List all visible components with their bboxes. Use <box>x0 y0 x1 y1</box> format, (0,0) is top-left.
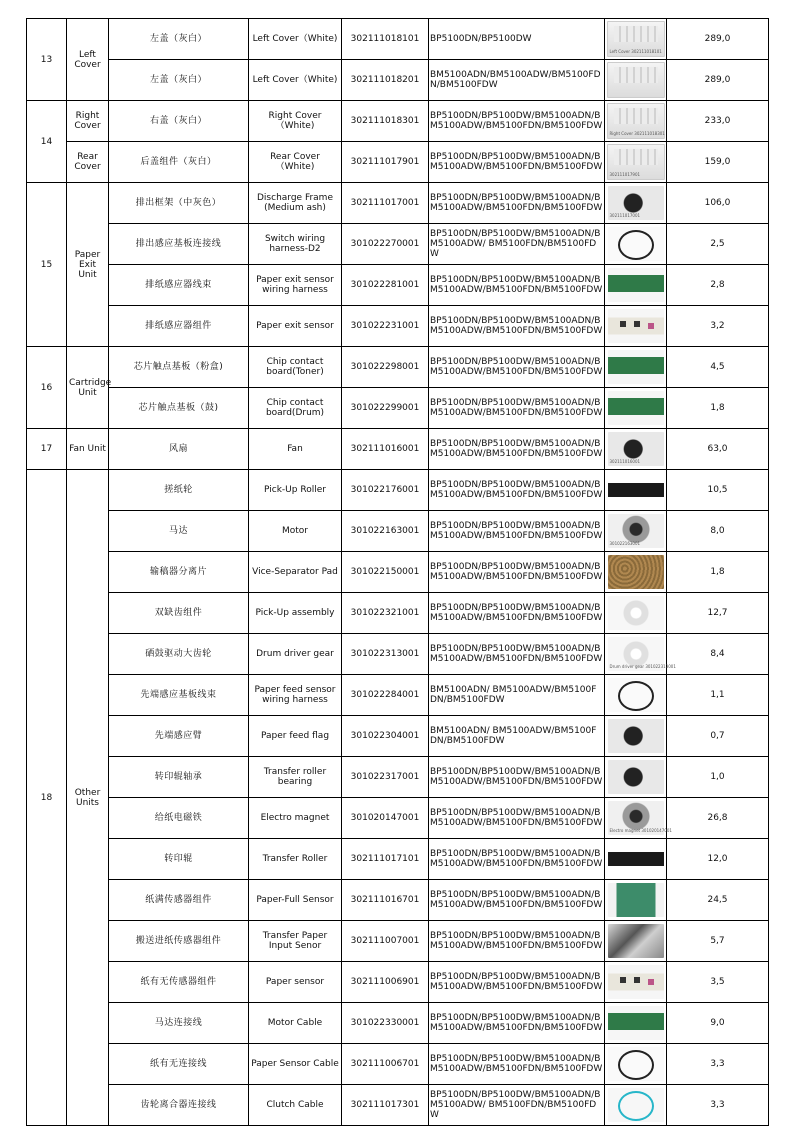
table-row <box>27 429 769 470</box>
part-photo-image <box>608 924 664 958</box>
part-number: 301022150001 <box>342 552 429 593</box>
part-name-english: Chip contact board(Toner) <box>249 347 342 388</box>
group-number: 17 <box>27 429 67 470</box>
part-photo <box>605 19 667 60</box>
part-photo <box>605 716 667 757</box>
group-number: 16 <box>27 347 67 429</box>
part-photo-image <box>608 227 664 261</box>
part-name-chinese: 左盖（灰白） <box>109 19 249 60</box>
unit-name: Right Cover <box>67 101 109 142</box>
unit-name: Cartridge Unit <box>67 347 109 429</box>
part-name-chinese: 纸有无传感器组件 <box>109 962 249 1003</box>
part-name-chinese: 排纸感应器组件 <box>109 306 249 347</box>
table-row <box>27 142 769 183</box>
table-row <box>27 470 769 511</box>
part-name-english: Clutch Cable <box>249 1085 342 1126</box>
table-row <box>27 183 769 224</box>
unit-name: Paper Exit Unit <box>67 183 109 347</box>
part-photo-image <box>608 1047 664 1081</box>
part-photo-image <box>608 186 664 220</box>
price: 1,0 <box>667 757 769 798</box>
photo-caption: 301022163001 <box>609 541 641 546</box>
compatible-models: BP5100DN/BP5100DW/BM5100ADN/BM5100ADW/BM5100FDN/BM5100FDW <box>429 634 605 675</box>
unit-name: Other Units <box>67 470 109 1126</box>
part-photo <box>605 306 667 347</box>
table-row <box>27 224 769 265</box>
price: 8,4 <box>667 634 769 675</box>
part-photo-image <box>608 719 664 753</box>
parts-table <box>26 18 769 1126</box>
part-name-english: Left Cover（White) <box>249 19 342 60</box>
part-photo-image <box>608 432 664 466</box>
part-photo <box>605 634 676 675</box>
unit-name: Rear Cover <box>67 142 109 183</box>
part-number: 302111006701 <box>342 1044 429 1085</box>
price: 3,3 <box>667 1044 769 1085</box>
part-photo-image <box>607 21 665 57</box>
part-name-chinese: 风扇 <box>109 429 249 470</box>
compatible-models: BM5100ADN/BM5100ADW/BM5100FDN/BM5100FDW <box>429 60 605 101</box>
compatible-models: BP5100DN/BP5100DW/BM5100ADN/BM5100ADW/BM5100FDN/BM5100FDW <box>429 265 605 306</box>
part-photo <box>605 593 667 634</box>
part-number: 301022321001 <box>342 593 429 634</box>
part-name-chinese: 转印辊 <box>109 839 249 880</box>
compatible-models: BP5100DN/BP5100DW/BM5100ADN/BM5100ADW/BM5100FDN/BM5100FDW <box>429 347 605 388</box>
part-name-english: Transfer roller bearing <box>249 757 342 798</box>
photo-caption: Electro magnet 301020147001 <box>609 828 672 833</box>
compatible-models: BP5100DN/BP5100DW/BM5100ADN/BM5100ADW/ BM5100FDN/BM5100FDW <box>429 1085 605 1126</box>
price: 4,5 <box>667 347 769 388</box>
part-number: 301022284001 <box>342 675 429 716</box>
part-name-english: Discharge Frame (Medium ash) <box>249 183 342 224</box>
part-number: 302111018101 <box>342 19 429 60</box>
part-photo-image <box>608 678 664 712</box>
table-row <box>27 265 769 306</box>
part-photo <box>605 798 672 839</box>
part-photo-image <box>608 391 664 425</box>
part-name-english: Transfer Roller <box>249 839 342 880</box>
price: 8,0 <box>667 511 769 552</box>
part-photo-image <box>608 309 664 343</box>
part-number: 301022317001 <box>342 757 429 798</box>
part-number: 302111017001 <box>342 183 429 224</box>
part-name-english: Vice-Separator Pad <box>249 552 342 593</box>
price: 289,0 <box>667 60 769 101</box>
part-name-english: Pick-Up Roller <box>249 470 342 511</box>
part-name-english: Fan <box>249 429 342 470</box>
table-row <box>27 19 769 60</box>
part-photo-image <box>608 1006 664 1040</box>
photo-caption: 302111017001 <box>609 213 641 218</box>
part-photo-image <box>608 637 676 671</box>
part-number: 301022176001 <box>342 470 429 511</box>
compatible-models: BM5100ADN/ BM5100ADW/BM5100FDN/BM5100FDW <box>429 675 605 716</box>
table-row <box>27 880 769 921</box>
part-name-chinese: 先端感应基板线束 <box>109 675 249 716</box>
part-name-chinese: 芯片触点基板（粉盒) <box>109 347 249 388</box>
compatible-models: BP5100DN/BP5100DW/BM5100ADN/BM5100ADW/BM5100FDN/BM5100FDW <box>429 552 605 593</box>
part-name-english: Rear Cover（White) <box>249 142 342 183</box>
part-name-chinese: 先端感应臂 <box>109 716 249 757</box>
table-row <box>27 634 769 675</box>
part-photo-image <box>608 1088 664 1122</box>
part-photo-image <box>607 62 665 98</box>
part-photo-image <box>608 268 664 302</box>
price: 26,8 <box>667 798 769 839</box>
table-row <box>27 388 769 429</box>
compatible-models: BP5100DN/BP5100DW/BM5100ADN/BM5100ADW/ BM5100FDN/BM5100FDW <box>429 224 605 265</box>
price: 0,7 <box>667 716 769 757</box>
table-row <box>27 757 769 798</box>
compatible-models: BP5100DN/BP5100DW/BM5100ADN/BM5100ADW/BM5100FDN/BM5100FDW <box>429 183 605 224</box>
part-photo <box>605 552 667 593</box>
price: 289,0 <box>667 19 769 60</box>
part-photo-image <box>608 555 664 589</box>
group-number: 15 <box>27 183 67 347</box>
price: 2,5 <box>667 224 769 265</box>
part-name-chinese: 齿轮离合器连接线 <box>109 1085 249 1126</box>
group-number: 13 <box>27 19 67 101</box>
part-number: 301022270001 <box>342 224 429 265</box>
price: 63,0 <box>667 429 769 470</box>
table-row <box>27 921 769 962</box>
price: 12,7 <box>667 593 769 634</box>
compatible-models: BP5100DN/BP5100DW/BM5100ADN/BM5100ADW/BM5100FDN/BM5100FDW <box>429 470 605 511</box>
part-photo-image <box>608 596 664 630</box>
table-row <box>27 716 769 757</box>
price: 106,0 <box>667 183 769 224</box>
price: 3,5 <box>667 962 769 1003</box>
part-number: 301022330001 <box>342 1003 429 1044</box>
part-photo <box>605 1085 667 1126</box>
photo-caption: 302111016001 <box>609 459 641 464</box>
part-photo-image <box>608 760 664 794</box>
unit-name: Left Cover <box>67 19 109 101</box>
part-number: 301020147001 <box>342 798 429 839</box>
part-number: 302111018201 <box>342 60 429 101</box>
compatible-models: BP5100DN/BP5100DW/BM5100ADN/BM5100ADW/BM5100FDN/BM5100FDW <box>429 388 605 429</box>
part-name-chinese: 排出感应基板连接线 <box>109 224 249 265</box>
part-photo-image <box>608 965 664 999</box>
table-row <box>27 60 769 101</box>
part-photo-image <box>608 514 664 548</box>
part-name-chinese: 硒鼓驱动大齿轮 <box>109 634 249 675</box>
table-row <box>27 552 769 593</box>
part-photo <box>605 429 667 470</box>
part-photo <box>605 757 667 798</box>
part-name-english: Right Cover（White) <box>249 101 342 142</box>
part-name-english: Left Cover（White) <box>249 60 342 101</box>
group-number: 18 <box>27 470 67 1126</box>
table-row <box>27 593 769 634</box>
part-photo <box>605 142 667 183</box>
table-row <box>27 511 769 552</box>
part-name-english: Electro magnet <box>249 798 342 839</box>
price: 1,8 <box>667 552 769 593</box>
table-row <box>27 1003 769 1044</box>
part-number: 302111016001 <box>342 429 429 470</box>
part-name-english: Paper exit sensor <box>249 306 342 347</box>
part-name-english: Switch wiring harness-D2 <box>249 224 342 265</box>
part-name-chinese: 芯片触点基板（鼓) <box>109 388 249 429</box>
photo-caption: Right Cover 302111018301 <box>609 131 665 136</box>
part-name-chinese: 搓纸轮 <box>109 470 249 511</box>
photo-caption: 302111017901 <box>609 172 641 177</box>
part-name-english: Paper feed flag <box>249 716 342 757</box>
compatible-models: BP5100DN/BP5100DW/BM5100ADN/BM5100ADW/BM5100FDN/BM5100FDW <box>429 511 605 552</box>
photo-caption: Drum driver gear 301022313001 <box>609 664 676 669</box>
part-name-chinese: 排出框架（中灰色） <box>109 183 249 224</box>
part-number: 302111017101 <box>342 839 429 880</box>
part-name-chinese: 排纸感应器线束 <box>109 265 249 306</box>
part-photo <box>605 388 667 429</box>
part-photo <box>605 839 667 880</box>
part-name-chinese: 右盖（灰白） <box>109 101 249 142</box>
part-photo <box>605 1003 667 1044</box>
part-number: 301022304001 <box>342 716 429 757</box>
part-photo <box>605 962 667 1003</box>
part-name-english: Paper sensor <box>249 962 342 1003</box>
photo-caption: Left Cover 302111018101 <box>609 49 662 54</box>
part-name-english: Paper feed sensor wiring harness <box>249 675 342 716</box>
part-photo-image <box>608 350 664 384</box>
part-photo <box>605 265 667 306</box>
part-photo-image <box>608 883 664 917</box>
part-name-english: Motor Cable <box>249 1003 342 1044</box>
part-name-english: Motor <box>249 511 342 552</box>
price: 1,8 <box>667 388 769 429</box>
table-row <box>27 347 769 388</box>
compatible-models: BP5100DN/BP5100DW/BM5100ADN/BM5100ADW/BM5100FDN/BM5100FDW <box>429 1003 605 1044</box>
compatible-models: BP5100DN/BP5100DW/BM5100ADN/BM5100ADW/BM5100FDN/BM5100FDW <box>429 142 605 183</box>
part-photo-image <box>608 801 672 835</box>
part-name-chinese: 马达 <box>109 511 249 552</box>
table-row <box>27 1085 769 1126</box>
part-name-english: Drum driver gear <box>249 634 342 675</box>
part-number: 302111006901 <box>342 962 429 1003</box>
part-photo <box>605 347 667 388</box>
table-row <box>27 839 769 880</box>
price: 3,2 <box>667 306 769 347</box>
part-number: 302111017901 <box>342 142 429 183</box>
part-name-chinese: 马达连接线 <box>109 1003 249 1044</box>
part-name-english: Chip contact board(Drum) <box>249 388 342 429</box>
part-name-english: Pick-Up assembly <box>249 593 342 634</box>
price: 233,0 <box>667 101 769 142</box>
parts-table-body <box>27 19 769 1126</box>
part-name-chinese: 纸有无连接线 <box>109 1044 249 1085</box>
compatible-models: BP5100DN/BP5100DW/BM5100ADN/BM5100ADW/BM5100FDN/BM5100FDW <box>429 1044 605 1085</box>
price: 12,0 <box>667 839 769 880</box>
compatible-models: BP5100DN/BP5100DW/BM5100ADN/BM5100ADW/BM5100FDN/BM5100FDW <box>429 429 605 470</box>
part-name-chinese: 左盖（灰白） <box>109 60 249 101</box>
price: 10,5 <box>667 470 769 511</box>
part-number: 301022299001 <box>342 388 429 429</box>
compatible-models: BP5100DN/BP5100DW/BM5100ADN/BM5100ADW/BM5100FDN/BM5100FDW <box>429 962 605 1003</box>
part-name-english: Paper exit sensor wiring harness <box>249 265 342 306</box>
compatible-models: BP5100DN/BP5100DW/BM5100ADN/BM5100ADW/BM5100FDN/BM5100FDW <box>429 839 605 880</box>
compatible-models: BP5100DN/BP5100DW/BM5100ADN/BM5100ADW/BM5100FDN/BM5100FDW <box>429 101 605 142</box>
part-photo <box>605 921 667 962</box>
part-number: 302111016701 <box>342 880 429 921</box>
price: 159,0 <box>667 142 769 183</box>
part-number: 301022298001 <box>342 347 429 388</box>
price: 1,1 <box>667 675 769 716</box>
part-photo-image <box>608 473 664 507</box>
part-photo <box>605 60 667 101</box>
part-name-english: Paper-Full Sensor <box>249 880 342 921</box>
part-name-chinese: 给纸电磁铁 <box>109 798 249 839</box>
compatible-models: BP5100DN/BP5100DW/BM5100ADN/BM5100ADW/BM5100FDN/BM5100FDW <box>429 921 605 962</box>
price: 2,8 <box>667 265 769 306</box>
compatible-models: BP5100DN/BP5100DW <box>429 19 605 60</box>
part-photo <box>605 101 667 142</box>
table-row <box>27 1044 769 1085</box>
part-photo <box>605 224 667 265</box>
part-number: 302111018301 <box>342 101 429 142</box>
part-name-english: Paper Sensor Cable <box>249 1044 342 1085</box>
compatible-models: BP5100DN/BP5100DW/BM5100ADN/BM5100ADW/BM5100FDN/BM5100FDW <box>429 306 605 347</box>
table-row <box>27 675 769 716</box>
part-photo <box>605 1044 667 1085</box>
compatible-models: BP5100DN/BP5100DW/BM5100ADN/BM5100ADW/BM5100FDN/BM5100FDW <box>429 880 605 921</box>
part-number: 301022163001 <box>342 511 429 552</box>
price: 3,3 <box>667 1085 769 1126</box>
table-row <box>27 101 769 142</box>
part-name-chinese: 后盖组件（灰白） <box>109 142 249 183</box>
part-photo-image <box>608 842 664 876</box>
part-number: 301022281001 <box>342 265 429 306</box>
unit-name: Fan Unit <box>67 429 109 470</box>
group-number: 14 <box>27 101 67 183</box>
part-number: 301022231001 <box>342 306 429 347</box>
part-name-english: Transfer Paper Input Senor <box>249 921 342 962</box>
table-row <box>27 962 769 1003</box>
part-photo <box>605 880 667 921</box>
part-name-chinese: 转印辊轴承 <box>109 757 249 798</box>
part-photo <box>605 183 667 224</box>
compatible-models: BP5100DN/BP5100DW/BM5100ADN/BM5100ADW/BM5100FDN/BM5100FDW <box>429 798 605 839</box>
price: 24,5 <box>667 880 769 921</box>
part-number: 301022313001 <box>342 634 429 675</box>
compatible-models: BP5100DN/BP5100DW/BM5100ADN/BM5100ADW/BM5100FDN/BM5100FDW <box>429 757 605 798</box>
price: 5,7 <box>667 921 769 962</box>
table-row <box>27 306 769 347</box>
part-name-chinese: 输稿器分离片 <box>109 552 249 593</box>
part-name-chinese: 双缺齿组件 <box>109 593 249 634</box>
price: 9,0 <box>667 1003 769 1044</box>
table-row <box>27 798 769 839</box>
part-number: 302111017301 <box>342 1085 429 1126</box>
part-number: 302111007001 <box>342 921 429 962</box>
part-photo-image <box>607 103 665 139</box>
part-name-chinese: 纸满传感器组件 <box>109 880 249 921</box>
part-photo <box>605 511 667 552</box>
part-photo <box>605 675 667 716</box>
part-photo-image <box>607 144 665 180</box>
compatible-models: BP5100DN/BP5100DW/BM5100ADN/BM5100ADW/BM5100FDN/BM5100FDW <box>429 593 605 634</box>
part-photo <box>605 470 667 511</box>
compatible-models: BM5100ADN/ BM5100ADW/BM5100FDN/BM5100FDW <box>429 716 605 757</box>
part-name-chinese: 搬送进纸传感器组件 <box>109 921 249 962</box>
